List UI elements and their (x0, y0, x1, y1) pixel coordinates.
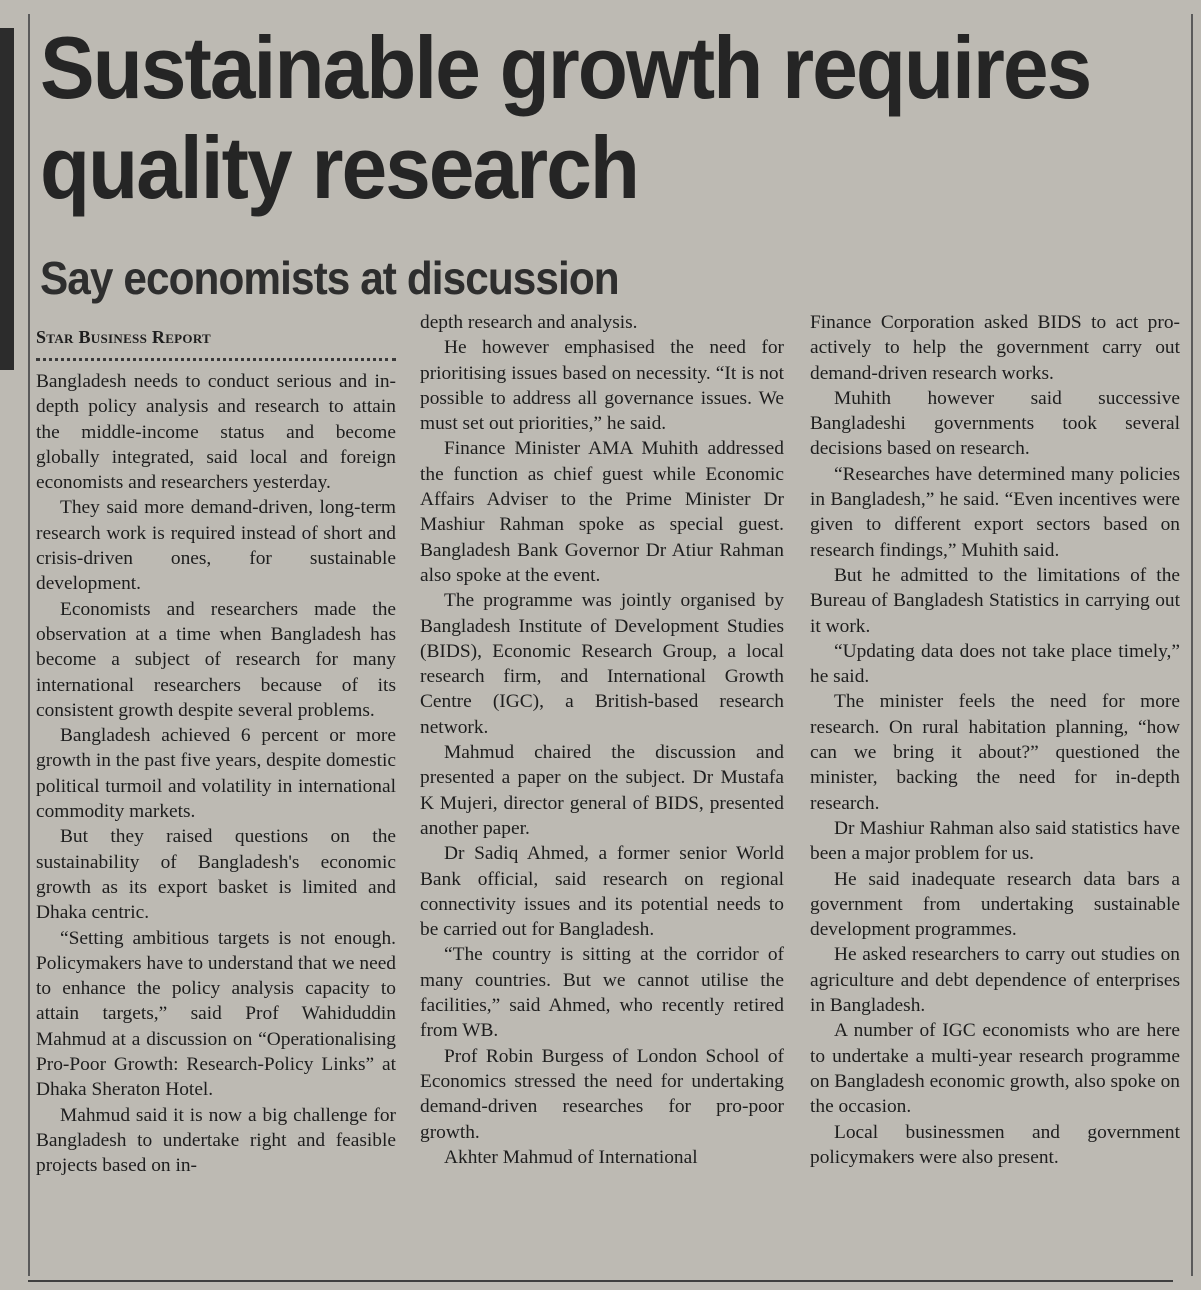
paragraph: Finance Corporation asked BIDS to act pro-actively to help the government carry out demand-driven research works. (810, 312, 1180, 384)
article-column-1 (36, 318, 396, 1179)
paragraph: But he admitted to the limitations of the Bureau of Bangladesh Statistics in carrying out it work. (810, 564, 1180, 637)
paragraph: He said inadequate research data bars a government from undertaking sustainable development programmes. (810, 868, 1180, 941)
headline: Sustainable growth requires quality research (40, 18, 1091, 217)
paragraph: “The country is sitting at the corridor of many countries. But we cannot utilise the facilities,” said Ahmed, who recently retired from WB. (420, 944, 784, 1042)
paragraph: A number of IGC economists who are here to undertake a multi-year research programme on Bangladesh economic growth, also spoke on the occasion. (810, 1020, 1180, 1118)
paragraph: They said more demand-driven, long-term research work is required instead of short and crisis-driven ones, for sustainable development. (36, 497, 396, 595)
paragraph: “Updating data does not take place timely,” he said. (810, 640, 1180, 688)
newspaper-clipping (28, 14, 1193, 1276)
paragraph: Mahmud chaired the discussion and presented a paper on the subject. Dr Mustafa K Mujeri, director general of BIDS, presented another paper. (420, 742, 784, 839)
paragraph: Bangladesh achieved 6 percent or more growth in the past five years, despite domestic political turmoil and volatility in international commodity markets. (36, 725, 396, 823)
paragraph: Mahmud said it is now a big challenge for Bangladesh to undertake right and feasible projects based on in- (36, 1104, 396, 1177)
paragraph: Prof Robin Burgess of London School of Economics stressed the need for undertaking demand-driven researches for pro-poor growth. (420, 1045, 784, 1143)
paragraph: Economists and researchers made the observation at a time when Bangladesh has become a subject of research for many international researchers because of its consistent growth despite several problems. (36, 598, 396, 721)
paragraph: Finance Minister AMA Muhith addressed the function as chief guest while Economic Affairs Adviser to the Prime Minister Dr Mashiur Rahman spoke as special guest. Bangladesh Bank Governor Dr Atiur Rahman also spoke at the event. (420, 438, 784, 586)
paragraph: The programme was jointly organised by Bangladesh Institute of Development Studies (BIDS), Economic Research Group, a local research firm, and International Growth Centre (IGC), a British-based research network. (420, 590, 784, 738)
paragraph: “Researches have determined many policies in Bangladesh,” he said. “Even incentives were given to different export sectors based on research findings,” Muhith said. (810, 463, 1180, 561)
paragraph: The minister feels the need for more research. On rural habitation planning, “how can we bring it about?” questioned the minister, backing the need for in-depth research. (810, 691, 1180, 814)
bottom-rule (28, 1280, 1173, 1282)
paragraph: Local businessmen and government policymakers were also present. (810, 1121, 1180, 1168)
paragraph: Dr Sadiq Ahmed, a former senior World Bank official, said research on regional connectivity issues and its potential needs to be carried out for Bangladesh. (420, 843, 784, 941)
paragraph: He asked researchers to carry out studies on agriculture and debt dependence of enterprises in Bangladesh. (810, 944, 1180, 1017)
byline: Star Business Report (36, 327, 212, 347)
paragraph: Muhith however said successive Bangladeshi governments took several decisions based on research. (810, 387, 1180, 460)
adjacent-page-edge (0, 28, 14, 370)
paragraph: But they raised questions on the sustainability of Bangladesh's economic growth as its export basket is limited and Dhaka centric. (36, 826, 396, 924)
paragraph: Bangladesh needs to conduct serious and in-depth policy analysis and research to attain the middle-income status and become globally integrated, said local and foreign economists and researchers yesterday. (36, 371, 396, 494)
paragraph: depth research and analysis. (420, 312, 638, 333)
paragraph: “Setting ambitious targets is not enough. Policymakers have to understand that we need to enhance the policy analysis capacity to attain targets,” said Prof Wahiduddin Mahmud at a discussion on “Operationalising Pro-Poor Growth: Research-Policy Links” at Dhaka Sheraton Hotel. (36, 927, 396, 1101)
paragraph: Akhter Mahmud of International (444, 1146, 698, 1168)
paragraph: Dr Mashiur Rahman also said statistics have been a major problem for us. (810, 817, 1180, 865)
subheadline: Say economists at discussion (40, 252, 619, 304)
article-column-2 (420, 310, 784, 1170)
byline-divider (36, 358, 396, 361)
article-column-3 (810, 310, 1180, 1170)
paragraph: He however emphasised the need for prioritising issues based on necessity. “It is not possible to address all governance issues. We must set out priorities,” he said. (420, 337, 784, 435)
